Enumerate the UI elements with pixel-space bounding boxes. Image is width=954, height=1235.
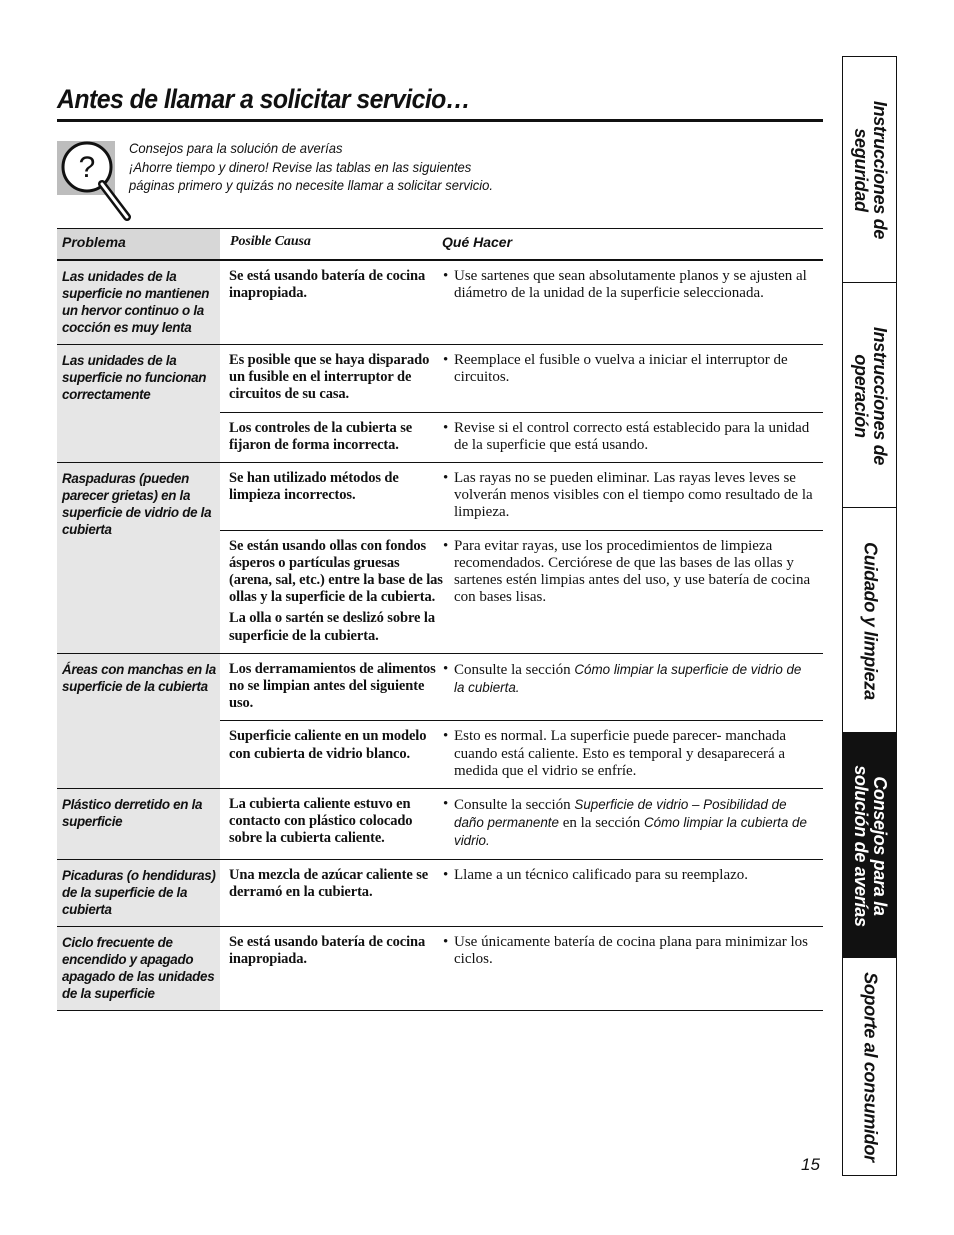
bullet-icon: •	[443, 352, 449, 368]
fix-cell	[443, 538, 823, 645]
tip-text	[129, 139, 520, 195]
problem-cell: Las unidades de la superficie no funcionan correctamente	[57, 345, 220, 462]
section-tab[interactable]	[843, 507, 896, 733]
section-tab[interactable]	[843, 57, 896, 282]
fix-cell	[443, 728, 823, 780]
table-row	[220, 261, 823, 310]
cause-cell	[220, 470, 443, 522]
cause-cell	[220, 867, 443, 901]
cause-text: Los controles de la cubierta se fijaron de forma incorrecta.	[229, 419, 413, 453]
fix-segment: Reemplace el fusible o vuelva a iniciar el interruptor de circuitos.	[454, 352, 788, 386]
bullet-icon: •	[443, 660, 449, 677]
fix-segment: Llame a un técnico calificado para su reemplazo.	[454, 866, 749, 883]
bullet-icon: •	[443, 866, 449, 883]
table-row	[220, 345, 823, 412]
fix-cell	[443, 352, 823, 404]
fix-text	[454, 934, 813, 968]
problem-cell: Las unidades de la superficie no mantienen un hervor continuo o la cocción es muy lenta	[57, 261, 220, 344]
problem-cell: Áreas con manchas en la superficie de la cubierta	[57, 654, 220, 788]
cause-text: Los derramamientos de alimentos no se limpian antes del siguiente uso.	[229, 660, 436, 712]
fix-text	[454, 661, 813, 697]
fix-segment: Las rayas no se pueden eliminar. Las rayas leves leves se volverán menos visibles con el tiempo como resultado de la limpieza.	[454, 470, 813, 521]
section-tab-label	[851, 765, 889, 926]
cause-cell	[220, 934, 443, 968]
fix-text	[454, 420, 813, 454]
cause-text: La olla o sartén se deslizó sobre la superficie de la cubierta.	[229, 610, 435, 644]
bullet-icon: •	[443, 728, 449, 745]
cause-text: Se han utilizado métodos de limpieza incorrectos.	[229, 470, 399, 504]
fix-text	[454, 268, 813, 302]
table-row-group	[57, 789, 823, 860]
section-tab-label	[860, 542, 879, 700]
table-row	[220, 412, 823, 462]
table-row-group	[57, 860, 823, 927]
cause-text: La cubierta caliente estuvo en contacto con plástico colocado sobre la cubierta caliente.	[229, 796, 413, 847]
section-tab-line: Soporte al consumidor	[860, 972, 880, 1162]
cause-cell	[220, 728, 443, 780]
fix-cell	[443, 796, 823, 851]
table-row-group	[57, 463, 823, 654]
fix-text	[454, 796, 813, 851]
bullet-icon: •	[443, 537, 449, 554]
table-header	[57, 228, 823, 261]
fix-segment: Consulte la sección	[454, 661, 575, 678]
fix-segment: Para evitar rayas, use los procedimientos de limpieza recomendados. Cerciórese de que las bases de las ollas y sartenes estén limpias antes del uso, y use batería de cocina con bases lisas.	[454, 537, 811, 606]
fix-text	[454, 728, 813, 780]
fix-segment: en la sección	[558, 815, 644, 832]
fix-text	[454, 867, 813, 884]
fix-cell	[443, 661, 823, 713]
fix-cell	[443, 470, 823, 522]
cause-cell	[220, 796, 443, 851]
fix-segment: Use únicamente batería de cocina plana para minimizar los ciclos.	[454, 933, 809, 967]
fix-reference: Cómo limpiar la cubierta de vidrio.	[454, 815, 807, 849]
fix-text	[454, 352, 813, 386]
section-tab-label	[860, 972, 879, 1162]
section-tab-line: Cuidado y limpieza	[860, 541, 880, 700]
svg-text:?: ?	[78, 151, 96, 184]
fix-cell	[443, 934, 823, 968]
cause-text: Se está usando batería de cocina inapropiada.	[229, 933, 426, 967]
section-tab-line: seguridad	[850, 127, 871, 212]
bullet-icon: •	[443, 470, 449, 487]
bullet-icon: •	[443, 268, 449, 284]
cause-text: Se están usando ollas con fondos ásperos o partículas gruesas (arena, sal, etc.) entre la base de las ollas y la superficie de la cubierta.	[229, 537, 443, 606]
problem-cell: Plástico derretido en la superficie	[57, 789, 220, 859]
cause-text: Una mezcla de azúcar caliente se derramó en la cubierta.	[229, 866, 429, 900]
cause-text: Superficie caliente en un modelo con cubierta de vidrio blanco.	[229, 728, 427, 762]
fix-text	[454, 470, 813, 522]
section-tab[interactable]	[843, 732, 896, 958]
cause-cell	[220, 420, 443, 454]
table-row	[220, 927, 823, 976]
page-number: 15	[801, 1155, 820, 1174]
fix-segment: Revise si el control correcto está establecido para la unidad de la superficie que está usando.	[454, 419, 810, 453]
section-tab-line: Instrucciones de	[869, 326, 890, 465]
page-title: Antes de llamar a solicitar servicio…	[57, 84, 471, 114]
cause-cell	[220, 268, 443, 302]
bullet-icon: •	[443, 933, 449, 950]
table-row-group	[57, 261, 823, 345]
section-tab-line: Consejos para la	[869, 775, 890, 916]
fix-segment: Consulte la sección	[454, 797, 575, 814]
table-row-group	[57, 654, 823, 789]
cause-cell	[220, 661, 443, 713]
section-tab-line: Instrucciones de	[869, 100, 890, 239]
table-body	[57, 261, 823, 1011]
section-tabs	[842, 56, 897, 1176]
cause-cell	[220, 352, 443, 404]
cause-text: Se está usando batería de cocina inapropiada.	[229, 268, 426, 302]
title-rule	[57, 119, 823, 122]
bullet-icon: •	[443, 796, 449, 813]
fix-reference: Cómo limpiar la superficie de vidrio de la cubierta.	[454, 661, 802, 696]
table-row	[220, 789, 823, 859]
header-fix: Qué Hacer	[442, 234, 513, 250]
table-row	[220, 530, 823, 653]
tip-line: ¡Ahorre tiempo y dinero! Revise las tablas en las siguientes	[129, 158, 472, 175]
cause-cell	[220, 538, 443, 645]
section-tab-label	[851, 326, 889, 464]
section-tab-line: operación	[850, 353, 871, 438]
problem-cell: Ciclo frecuente de encendido y apagado apagado de las unidades de la superficie	[57, 927, 220, 1010]
header-problem: Problema	[57, 229, 220, 259]
problem-cell: Picaduras (o hendiduras) de la superficie de la cubierta	[57, 860, 220, 926]
cause-text: Es posible que se haya disparado un fusible en el interruptor de circuitos de su casa.	[229, 352, 430, 403]
fix-text	[454, 538, 813, 607]
table-row	[220, 463, 823, 530]
table-row	[220, 654, 823, 721]
section-tab[interactable]	[843, 957, 896, 1176]
table-row	[220, 860, 823, 909]
fix-segment: Use sartenes que sean absolutamente planos y se ajusten al diámetro de la unidad de la superficie seleccionada.	[454, 268, 807, 302]
fix-cell	[443, 268, 823, 302]
bullet-icon: •	[443, 419, 449, 436]
fix-reference: Superficie de vidrio – Posibilidad de daño permanente	[454, 797, 787, 831]
header-cause: Posible Causa	[230, 234, 311, 249]
table-row	[220, 720, 823, 788]
section-tab-label	[851, 100, 889, 238]
problem-cell: Raspaduras (pueden parecer grietas) en la superficie de vidrio de la cubierta	[57, 463, 220, 653]
tip-line: páginas primero y quizás no necesite llamar a solicitar servicio.	[129, 177, 494, 193]
table-row-group	[57, 345, 823, 463]
troubleshooting-table	[57, 228, 823, 1011]
fix-segment: Esto es normal. La superficie puede parecer- manchada cuando está caliente. Esto es temporal y desaparecerá a medida que el vidrio se enfríe.	[454, 728, 787, 779]
tip-line: Consejos para la solución de averías	[129, 140, 343, 156]
section-tab-line: solución de averías	[850, 764, 871, 927]
fix-cell	[443, 867, 823, 901]
section-tab[interactable]	[843, 282, 896, 508]
question-magnifier-icon	[57, 137, 137, 223]
fix-cell	[443, 420, 823, 454]
table-row-group	[57, 927, 823, 1011]
